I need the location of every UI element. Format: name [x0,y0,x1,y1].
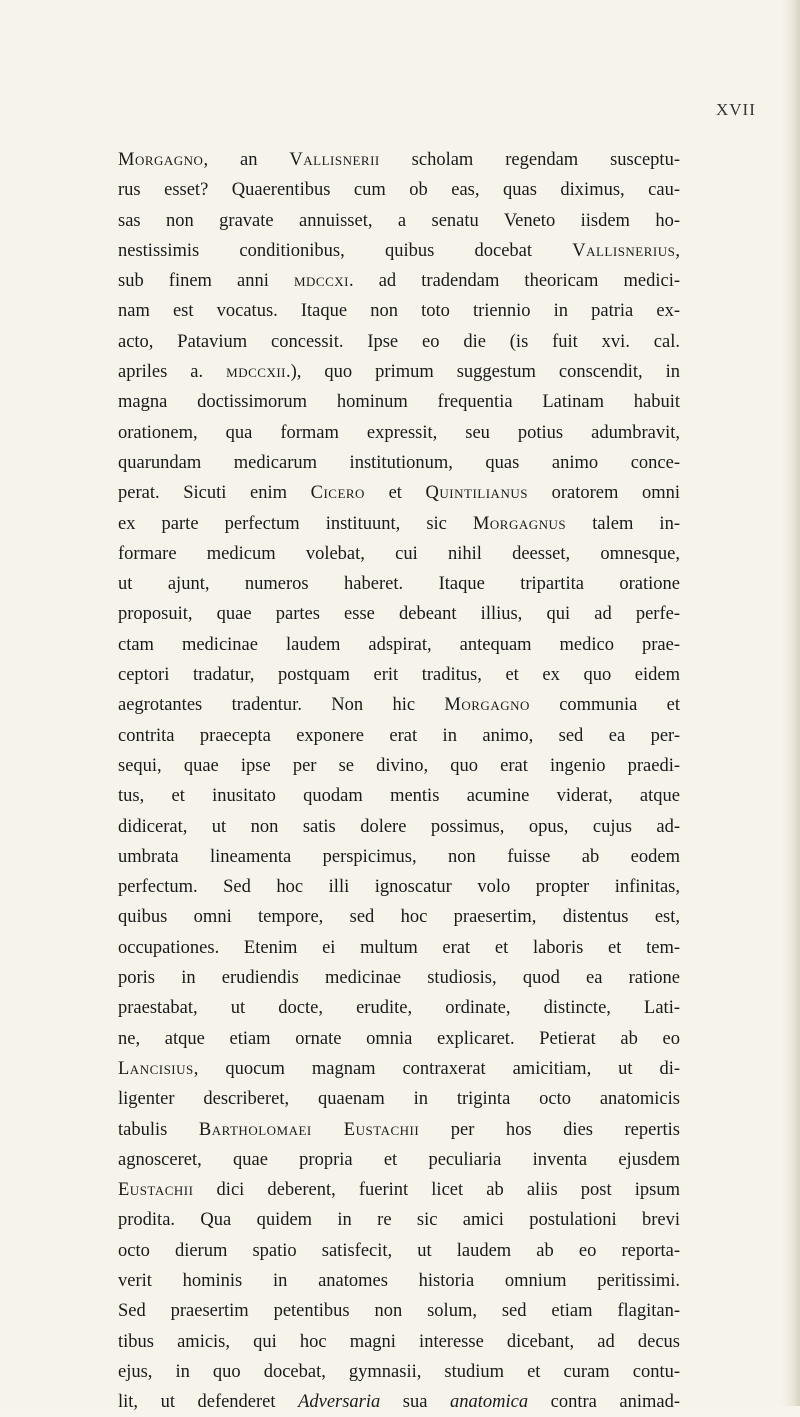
text-segment: agnosceret, quae propria et peculiaria inventa ejusdem [118,1149,680,1170]
text-segment: formare medicum volebat, cui nihil deesset, omnesque, [118,543,680,564]
italic-title: Adversaria [298,1392,381,1413]
italic-title: anatomica [450,1392,529,1413]
text-segment: occupationes. Etenim ei multum erat et laboris et tem- [118,937,680,958]
text-segment: nam est vocatus. Itaque non toto triennio in patria ex- [118,301,680,322]
text-segment: contra animad- [528,1392,680,1413]
text-segment: nestissimis conditionibus, quibus docebat [118,240,573,261]
text-line [118,1054,680,1084]
proper-name: Eustachii [118,1180,194,1201]
text-line [118,1266,680,1296]
text-segment: didicerat, ut non satis dolere possimus, opus, cujus ad- [118,816,680,837]
text-segment: sua [380,1392,450,1413]
text-segment: . ad tradendam theoricam medici- [349,271,680,292]
text-line [118,1327,680,1357]
text-line [118,236,680,266]
text-line [118,266,680,296]
text-line [118,327,680,357]
page-number: XVII [716,100,756,119]
text-segment: ex parte perfectum instituunt, sic [118,513,473,534]
text-line [118,1205,680,1235]
text-segment: orationem, qua formam expressit, seu potius adumbravit, [118,422,680,443]
text-segment: praestabat, ut docte, erudite, ordinate, distincte, Lati- [118,998,680,1019]
text-line [118,357,680,387]
text-line [118,963,680,993]
text-segment: contrita praecepta exponere erat in animo, sed ea per- [118,725,680,746]
text-line [118,145,680,175]
text-segment: sequi, quae ipse per se divino, quo erat ingenio praedi- [118,755,680,776]
text-segment: tibus amicis, qui hoc magni interesse dicebant, ad decus [118,1331,680,1352]
proper-name: Morgagnus [472,513,567,534]
text-segment: umbrata lineamenta perspicimus, non fuisse ab eodem [118,846,680,867]
text-segment: sub finem anni [118,271,294,292]
text-segment: per hos dies repertis [419,1119,680,1140]
text-segment: acto, Patavium concessit. Ipse eo die (is fuit xvi. cal. [118,331,680,352]
proper-name: Morgagno [444,695,530,716]
proper-name: mdccxii [226,362,286,383]
text-line [118,690,680,720]
text-segment: et [364,483,426,504]
text-line [118,478,680,508]
text-segment: ut ajunt, numeros haberet. Itaque tripartita oratione [118,574,680,595]
text-line [118,418,680,448]
text-line [118,1145,680,1175]
text-line [118,1357,680,1387]
proper-name: Quintilianus [425,483,528,504]
proper-name: mdccxi [293,271,349,292]
text-segment: , [675,240,680,261]
text-segment: talem in- [566,513,680,534]
text-segment: aegrotantes tradentur. Non hic [118,695,445,716]
text-segment: rus esset? Quaerentibus cum ob eas, quas diximus, cau- [118,180,680,201]
text-line [118,902,680,932]
text-segment: ne, atque etiam ornate omnia explicaret. Petierat ab eo [118,1028,680,1049]
text-segment: ligenter describeret, quaenam in triginta octo anatomicis [118,1089,680,1110]
text-line [118,751,680,781]
text-line [118,1296,680,1326]
text-segment: ejus, in quo docebat, gymnasii, studium et curam contu- [118,1361,680,1382]
proper-name: Morgagno [118,150,204,170]
text-segment: sas non gravate annuisset, a senatu Veneto iisdem ho- [118,210,680,231]
text-segment: lit, ut defenderet [118,1392,299,1413]
text-segment: perat. Sicuti enim [118,483,311,504]
text-line [118,1084,680,1114]
proper-name: Cicero [310,483,365,504]
text-segment: oratorem omni [527,483,680,504]
text-line [118,1175,680,1205]
text-segment: prodita. Qua quidem in re sic amici postulationi brevi [118,1210,680,1231]
proper-name: Vallisnerii [289,150,380,170]
text-segment: quibus omni tempore, sed hoc praesertim, distentus est, [118,907,680,928]
text-segment: , quocum magnam contraxerat amicitiam, ut di- [193,1058,680,1079]
body-text [118,145,680,1417]
text-line [118,539,680,569]
text-line [118,296,680,326]
text-line [118,1387,680,1417]
text-segment: perfectum. Sed hoc illi ignoscatur volo propter infinitas, [118,877,680,898]
text-line [118,660,680,690]
proper-name: Lancisius [118,1058,194,1079]
text-line [118,599,680,629]
text-line [118,1024,680,1054]
text-line [118,1115,680,1145]
text-segment: proposuit, quae partes esse debeant illius, qui ad perfe- [118,604,680,625]
text-segment: tabulis [118,1119,199,1140]
text-line [118,1236,680,1266]
text-segment: scholam regendam susceptu- [379,150,680,170]
text-line [118,448,680,478]
text-segment: communia et [529,695,680,716]
text-line [118,206,680,236]
text-segment: ceptori tradatur, postquam erit traditus, et ex quo eidem [118,665,680,686]
text-segment: quarundam medicarum institutionum, quas animo conce- [118,452,680,473]
text-line [118,933,680,963]
text-segment: poris in erudiendis medicinae studiosis, quod ea ratione [118,968,680,989]
text-line [118,509,680,539]
text-segment: magna doctissimorum hominum frequentia Latinam habuit [118,392,680,413]
text-segment: dici deberent, fuerint licet ab aliis post ipsum [193,1180,680,1201]
text-segment: octo dierum spatio satisfecit, ut laudem ab eo reporta- [118,1240,680,1261]
text-segment: apriles a. [118,362,227,383]
text-line [118,387,680,417]
text-line [118,872,680,902]
text-line [118,781,680,811]
text-line [118,993,680,1023]
text-line [118,812,680,842]
proper-name: Bartholomaei Eustachii [198,1119,420,1140]
text-segment: , an [203,150,290,170]
page-edge-shadow [782,0,800,1406]
text-line [118,569,680,599]
text-segment: tus, et inusitato quodam mentis acumine viderat, atque [118,786,680,807]
text-line [118,721,680,751]
text-segment: .), quo primum suggestum conscendit, in [286,362,680,383]
text-line [118,842,680,872]
text-segment: verit hominis in anatomes historia omnium peritissimi. [118,1270,680,1291]
text-line [118,175,680,205]
text-line [118,630,680,660]
text-segment: Sed praesertim petentibus non solum, sed etiam flagitan- [118,1301,680,1322]
text-segment: ctam medicinae laudem adspirat, antequam medico prae- [118,634,680,655]
proper-name: Vallisnerius [572,240,676,261]
